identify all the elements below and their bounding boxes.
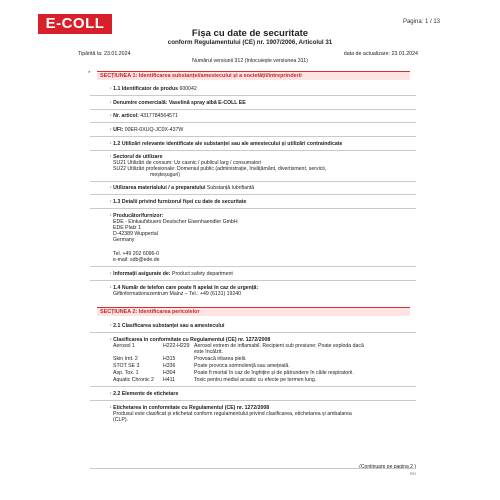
change-marker: * (88, 71, 91, 77)
ufi-label: · UFI: (110, 127, 124, 133)
supplier-line: EDE - Einkaufsbuero Deutscher Eisenhaendler GmbH (113, 219, 238, 225)
hazard-code: H336 (163, 363, 176, 369)
material-use-value: Substanță lubrifiantă (206, 185, 255, 191)
divider (90, 150, 416, 151)
article-number-value: 4317784564571 (140, 113, 178, 119)
language-code: RO (410, 471, 416, 476)
hazard-code: H304 (163, 370, 176, 376)
print-date: Tipărită la: 23.01.2024 (78, 51, 131, 57)
relevant-uses-heading: · 1.2 Utilizări relevante identificate ale substanței sau ale amestecului și utilizări contraindicate (110, 141, 343, 147)
divider (90, 208, 416, 209)
supplier-line: D-42389 Wuppertal (113, 231, 158, 237)
hazard-statement: Provoacă iritarea pielii. (194, 356, 247, 362)
hazard-statement: Aerosol extrem de inflamabil. Recipient sub presiune: Poate exploda dacă (194, 343, 364, 349)
hazard-class: Aquatic Chronic 2 (113, 377, 154, 383)
product-identifier (110, 86, 197, 93)
supplier-email: e-mail: sdb@ede.de (113, 257, 160, 263)
supplier-line: EDE Platz 1 (113, 225, 141, 231)
hazard-statement: Poate fi mortal în caz de înghițire și de pătrundere în căile respiratorii. (194, 370, 354, 376)
supplier-details-heading: · 1.3 Detalii privind furnizorul fișei cu date de securitate (110, 199, 247, 205)
labelling-heading: · Etichetarea în conformitate cu Regulamentul (CE) nr. 1272/2008 (110, 405, 270, 411)
product-identifier-value: 600042 (179, 86, 197, 92)
continued-note: (Continuare pe pagina 2 ) (359, 464, 416, 470)
hazard-code: H411 (163, 377, 176, 383)
trade-name-value: Vaselină spray albă E-COLL EE (168, 100, 246, 106)
document-title: Fișa cu date de securitate (191, 28, 309, 39)
divider (90, 332, 416, 333)
trade-name (110, 100, 246, 107)
info-provider-value: Product safety department (171, 271, 233, 277)
material-use-label: · Utilizarea materialului / a preparatului (110, 185, 206, 191)
labelling-text-cont: (CLP). (113, 417, 128, 423)
article-number (110, 113, 178, 120)
ufi-value: 00ER-0XUQ-JC0X-437W (124, 127, 184, 133)
footer-divider (90, 468, 416, 469)
info-provider (110, 271, 233, 278)
divider (90, 194, 416, 195)
info-provider-label: · Informații asigurate de: (110, 271, 171, 277)
su22-line-cont: meșteșuguri) (150, 172, 180, 178)
divider (90, 109, 416, 110)
divider (90, 280, 416, 281)
document-subtitle: conform Regulamentului (CE) nr. 1907/2006, Articolul 31 (167, 39, 333, 46)
divider (90, 122, 416, 123)
hazard-statement-cont: este încălzit. (194, 349, 223, 355)
hazard-code: H315 (163, 356, 176, 362)
section-2-heading: SECȚIUNEA 2: Identificarea pericolelor (97, 307, 410, 316)
sector-label: · Sectorul de utilizare (110, 154, 163, 160)
divider (90, 181, 416, 182)
supplier-phone: Tel. +49 202 6096-0 (113, 251, 160, 257)
hazard-code: H222-H229 (163, 343, 190, 349)
hazard-class: STOT SE 3 (113, 363, 140, 369)
ufi (110, 127, 183, 134)
divider (90, 266, 416, 267)
classification-heading: · 2.1 Clasificarea substanței sau a amestecului (110, 323, 225, 329)
hazard-statement: Poate provoca somnolență sau amețeală. (194, 363, 290, 369)
material-use (110, 185, 254, 192)
supplier-label: · Producător/furnizor: (110, 213, 164, 219)
divider (90, 136, 416, 137)
article-number-label: · Nr. articol: (110, 113, 139, 119)
emergency-phone-heading: · 1.4 Număr de telefon care poate fi apelat în caz de urgență: (110, 285, 259, 291)
clp-classification-label: · Clasificarea în conformitate cu Regulamentul (CE) nr. 1272/2008 (110, 337, 271, 343)
trade-name-label: · Denumire comercială: (110, 100, 168, 106)
divider (90, 386, 416, 387)
emergency-phone-value: Giftinformationszentrum Mainz – Tel.: +49 (6131) 19240 (113, 291, 242, 297)
hazard-class: Asp. Tox. 1 (113, 370, 139, 376)
e-coll-logo: E-COLL (38, 14, 112, 34)
labelling-text: Produsul este clasificat și etichetat conform regulamentului privind clasificarea, etichetarea și ambalarea (113, 411, 352, 417)
su21-line: SU21 Utilizări de consum: Uz casnic / publicul larg / consumatori (113, 160, 262, 166)
supplier-line: Germany (113, 237, 135, 243)
product-identifier-label: · 1.1 Identificator de produs (110, 86, 179, 92)
update-date: data de actualizare: 23.01.2024 (343, 51, 418, 57)
su22-line: SU22 Utilizări profesionale: Domeniul public (administrație, învățământ, divertisment, servicii, (113, 166, 327, 172)
label-elements-heading: · 2.2 Elemente de etichetare (110, 391, 179, 397)
section-1-heading: SECȚIUNEA 1: Identificarea substanței/amestecului și a societății/întreprinderii (97, 71, 410, 80)
divider (90, 95, 416, 96)
hazard-statement: Toxic pentru mediul acvatic cu efecte pe termen lung. (194, 377, 317, 383)
page-number: Pagina: 1 / 13 (402, 19, 440, 25)
hazard-class: Skin Irrit. 2 (113, 356, 138, 362)
version-info: Numărul versiunii 312 (înlocuiește versiunea 311) (192, 58, 308, 64)
divider (90, 400, 416, 401)
hazard-class: Aerosol 1 (113, 343, 135, 349)
